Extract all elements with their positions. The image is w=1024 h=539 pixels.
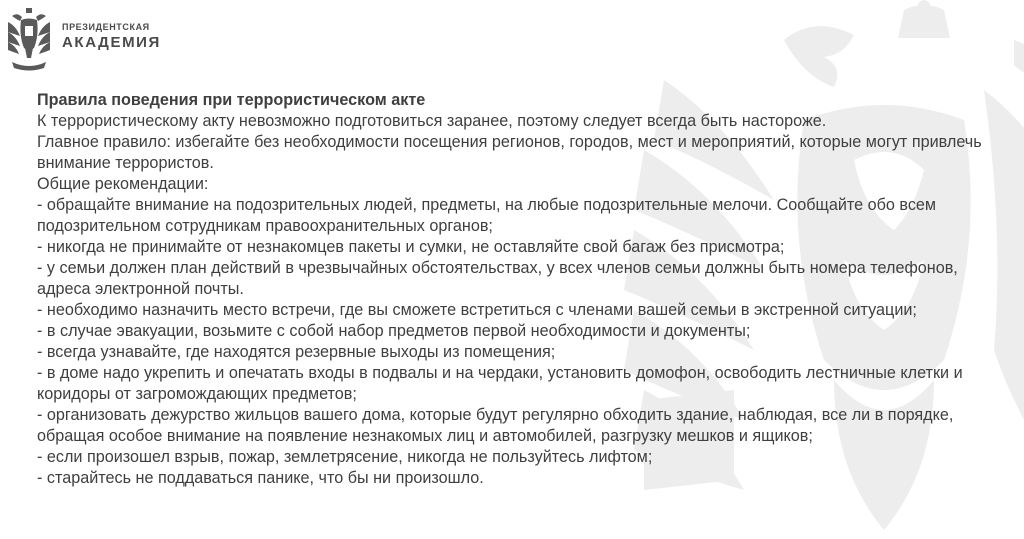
double-headed-eagle-icon (6, 6, 52, 72)
list-item: - в доме надо укрепить и опечатать входы в подвалы и на чердаки, установить домофон, освободить лестничные клетки и коридоры от загромождающих предметов; (37, 364, 963, 403)
list-item: - старайтесь не поддаваться панике, что бы ни произошло. (37, 469, 484, 487)
list-item: - организовать дежурство жильцов вашего дома, которые будут регулярно обходить здание, наблюдая, все ли в порядке, обращая особое внимание на появление незнакомых лиц и автомобилей, разгрузку мешков и ящиков; (37, 406, 954, 445)
list-item: - в случае эвакуации, возьмите с собой набор предметов первой необходимости и документы; (37, 322, 751, 340)
list-item: - всегда узнавайте, где находятся резервные выходы из помещения; (37, 343, 556, 361)
document-title: Правила поведения при террористическом акте (37, 91, 426, 109)
logo (6, 6, 161, 72)
list-item: - необходимо назначить место встречи, где вы сможете встретиться с членами вашей семьи в экстренной ситуации; (37, 301, 917, 319)
paragraph-intro: К террористическому акту невозможно подготовиться заранее, поэтому следует всегда быть настороже. (37, 112, 827, 130)
list-item: - если произошел взрыв, пожар, землетрясение, никогда не пользуйтесь лифтом; (37, 448, 653, 466)
list-item: - у семьи должен план действий в чрезвычайных обстоятельствах, у всех членов семьи должны быть номера телефонов, адреса электронной почты. (37, 259, 958, 298)
logo-line-1: ПРЕЗИДЕНТСКАЯ (62, 21, 150, 32)
logo-text (62, 23, 161, 50)
paragraph-general-heading: Общие рекомендации: (37, 175, 209, 193)
list-item: - обращайте внимание на подозрительных людей, предметы, на любые подозрительные мелочи. Сообщайте обо всем подозрительном сотрудникам правоохранительных органов; (37, 196, 937, 235)
document-body (37, 90, 997, 489)
list-item: - никогда не принимайте от незнакомцев пакеты и сумки, не оставляйте свой багаж без присмотра; (37, 238, 785, 256)
logo-line-2: АКАДЕМИЯ (62, 33, 161, 51)
paragraph-main-rule: Главное правило: избегайте без необходимости посещения регионов, городов, мест и мероприятий, которые могут привлечь внимание террористов. (37, 133, 982, 172)
